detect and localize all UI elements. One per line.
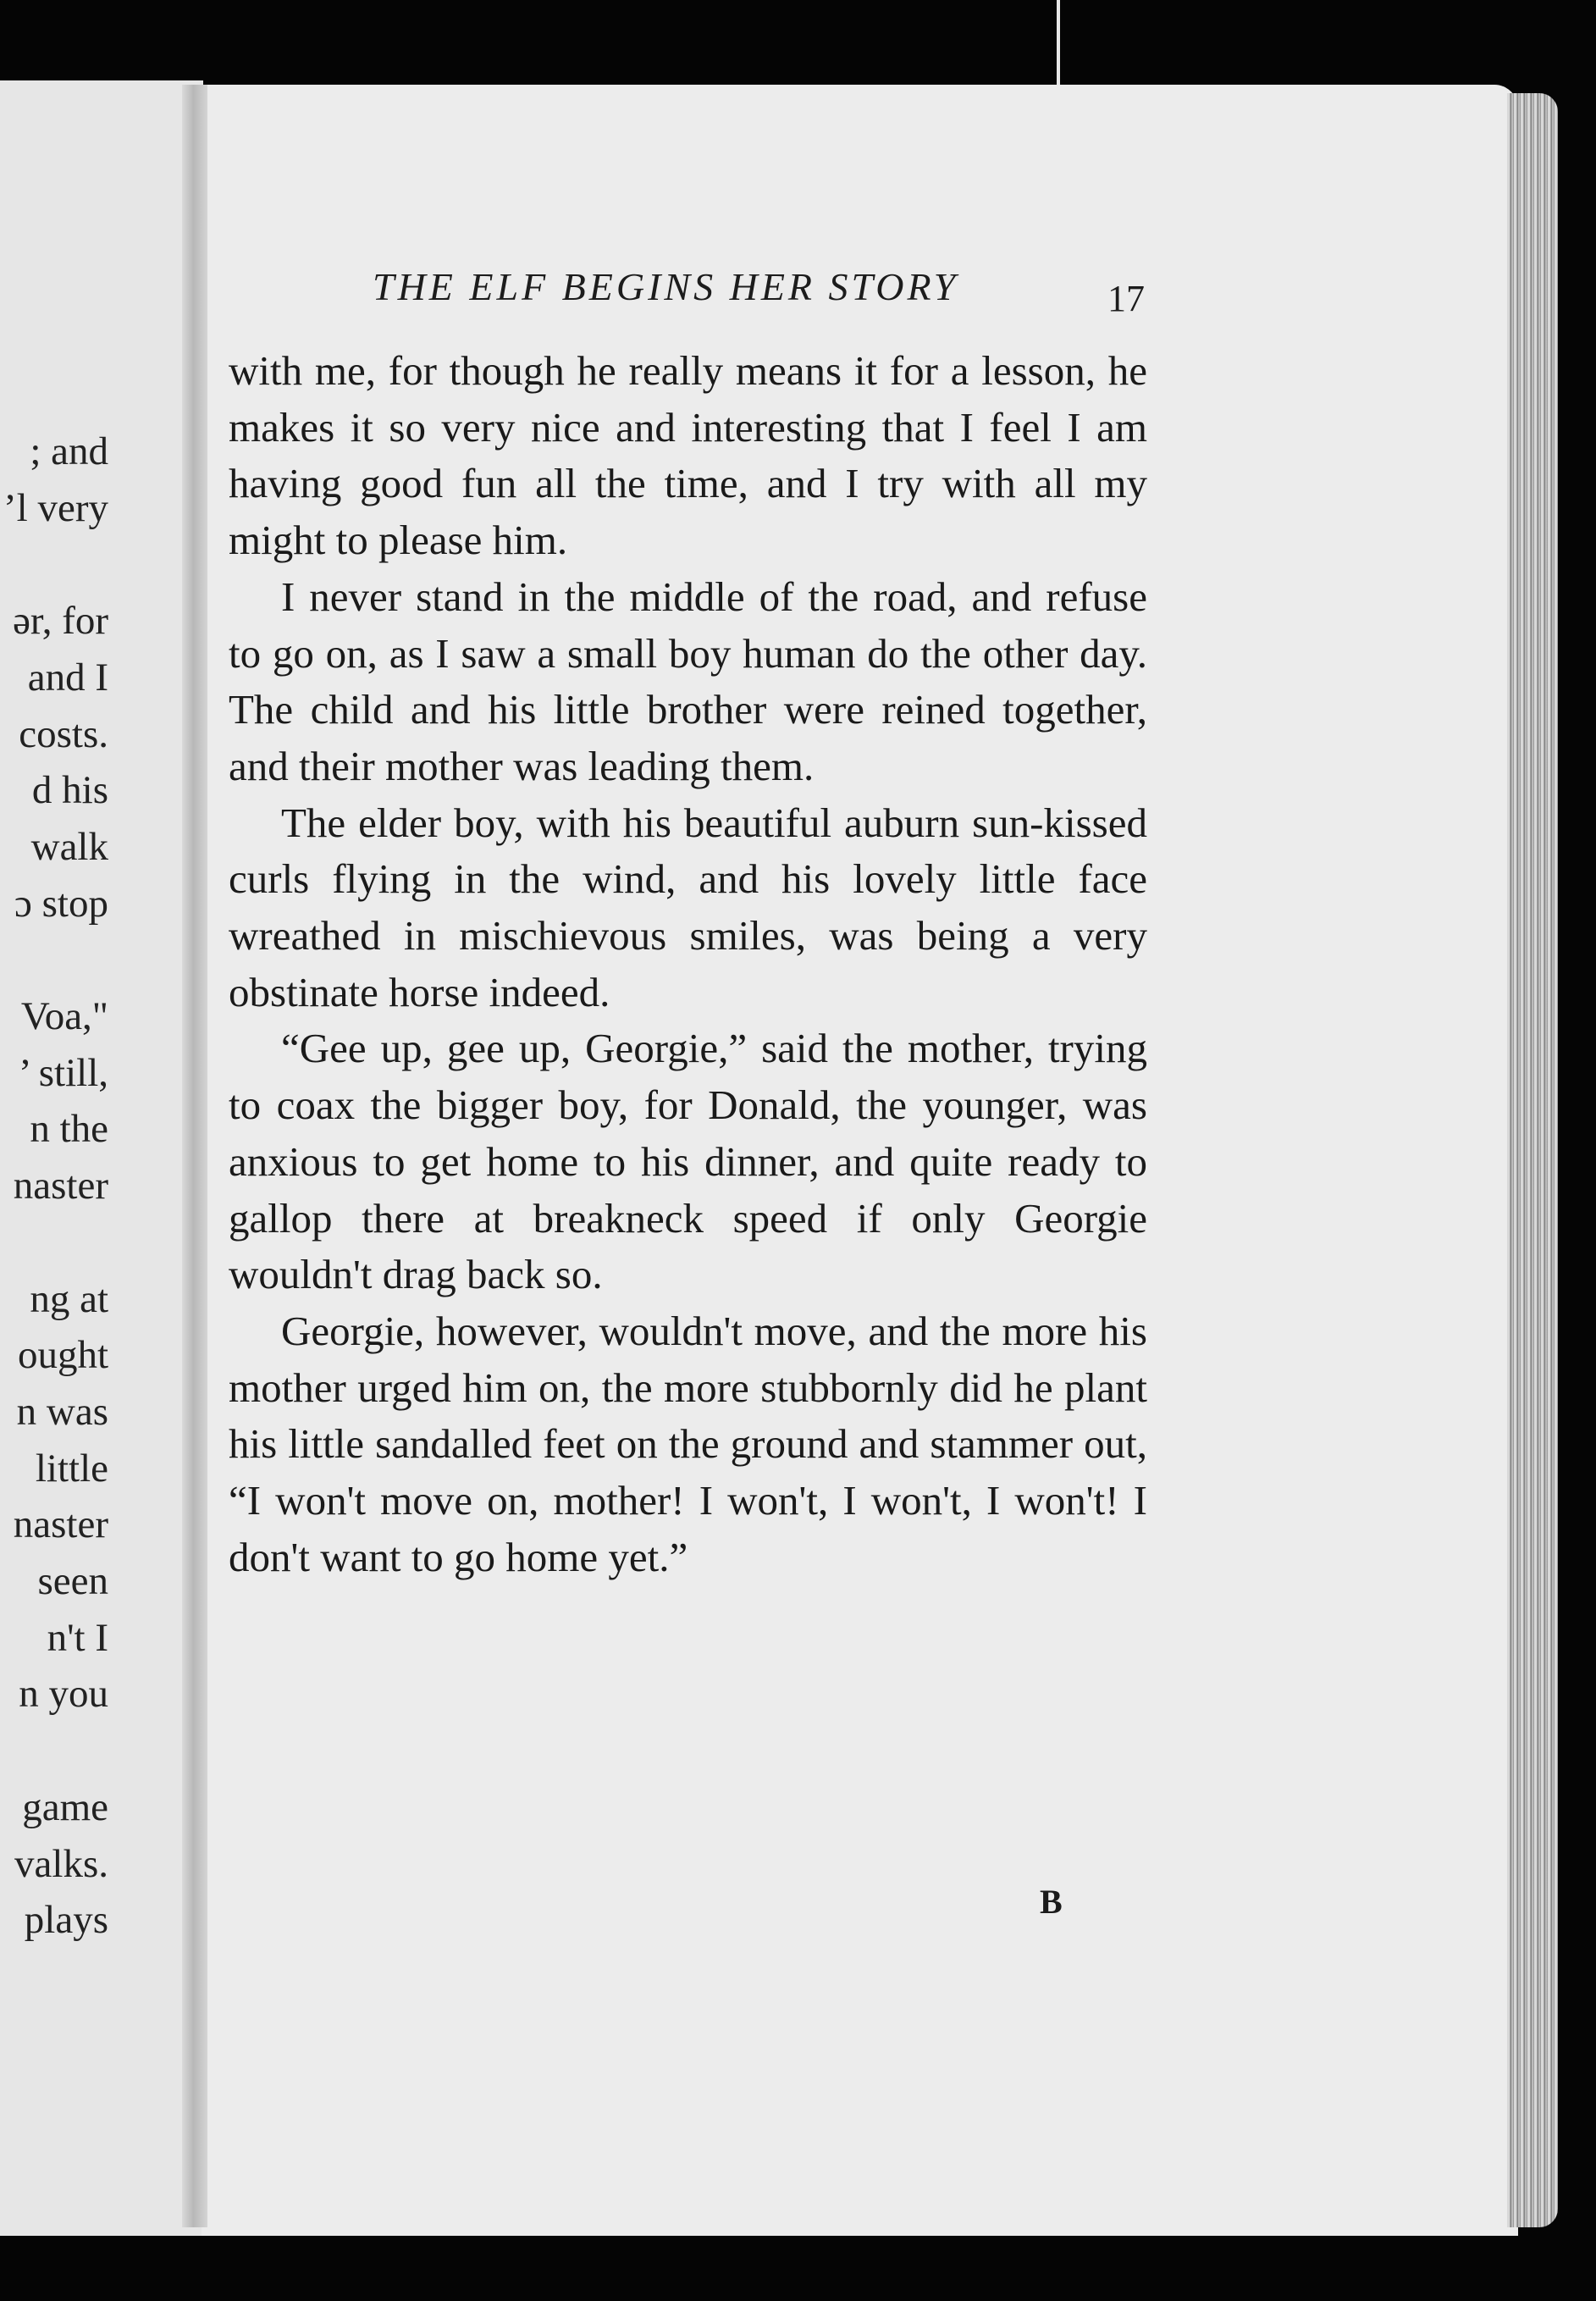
left-page (0, 80, 203, 2236)
signature-mark: B (1040, 1883, 1063, 1921)
paragraph: The elder boy, with his beautiful auburn sun-kissed curls flying in the wind, and his lovely little face wreathed in mischievous smiles, was being a very obstinate horse indeed. (229, 799, 1147, 1015)
body-text (229, 343, 1147, 1585)
paragraph: I never stand in the middle of the road, and refuse to go on, as I saw a small boy human do the other day. The child and his little brother were reined together, and their mother was leading them. (229, 572, 1147, 789)
book-gutter (182, 85, 207, 2227)
scan-bottom-border (0, 2240, 1596, 2301)
running-header: THE ELF BEGINS HER STORY (373, 265, 959, 308)
paragraph: Georgie, however, wouldn't move, and the more his mother urged him on, the more stubbornly did he plant his little sandalled feet on the ground and stammer out, “I won't move on, mother! I won't, I won't, I won't! I don't want to go home yet.” (229, 1307, 1147, 1580)
page-edges (1507, 93, 1558, 2227)
page-number: 17 (1107, 278, 1145, 319)
left-page-text: ; and ’l very ər, for and I costs. d his walk ɔ stop Voa," ’ still, n the naster ng at ought n was little naster seen n't I n you game valks. plays (3, 429, 108, 1943)
scan-hairline (1057, 0, 1060, 93)
paragraph: “Gee up, gee up, Georgie,” said the mother, trying to coax the bigger boy, for Donald, the younger, was anxious to get home to his dinner, and quite ready to gallop there at breakneck speed if only Georgie wouldn't drag back so. (229, 1025, 1147, 1298)
paragraph: with me, for though he really means it for a lesson, he makes it so very nice and interesting that I feel I am having good fun all the time, and I try with all my might to please him. (229, 347, 1147, 564)
